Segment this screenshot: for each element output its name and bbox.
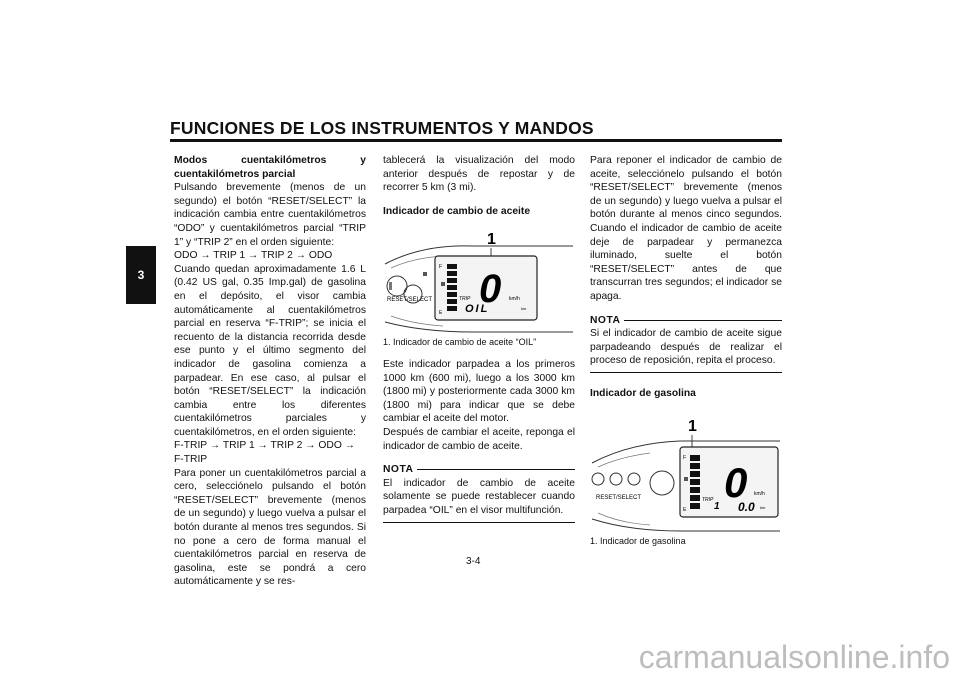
fuel-gauge-bars — [447, 264, 457, 311]
section-heading-fuel: Indicador de gasolina — [590, 387, 696, 399]
button-label: RESET/SELECT — [596, 494, 642, 501]
paragraph: Después de cambiar el aceite, reponga el indicador de cambio de aceite. — [383, 426, 575, 452]
note-divider — [383, 522, 575, 523]
paragraph: tablecerá la visualización del modo anterior después de repostar y de recorrer 5 km (3 mi). — [383, 155, 575, 194]
svg-text:km: km — [521, 306, 527, 312]
paragraph: Este indicador parpadea a los primeros 1000 km (600 mi), luego a los 3000 km (1800 mi) y posteriormente cada 3000 km (1800 mi) para indicar que se debe cambiar el aceite del motor. — [383, 358, 575, 425]
figure-oil-indicator — [383, 224, 575, 336]
section-heading-odometer: Modos cuentakilómetros y cuentakilómetros parcial — [174, 155, 366, 180]
sequence-text: F-TRIP → TRIP 1 → TRIP 2 → ODO → F-TRIP — [174, 440, 355, 466]
paragraph: Para reponer el indicador de cambio de aceite, selecciónelo pulsando el botón “RESET/SELECT” brevemente (menos de un segundo) y luego vuelva a pulsar el botón durante al menos cinco segundos. Cuando el indicador de cambio de aceite deje de parpadear y permanezca iluminado, suelte el botón “RESET/SELECT” antes de que transcurran tres segundos; el indicador se apaga. — [590, 155, 782, 302]
speed-digit: 0 — [479, 267, 502, 312]
callout-number: 1 — [487, 231, 496, 249]
button-label: RESET/SELECT — [387, 297, 433, 304]
svg-text:TRIP: TRIP — [459, 296, 471, 303]
column-3 — [590, 154, 782, 548]
speed-digit: 0 — [724, 458, 748, 506]
svg-text:km/h: km/h — [509, 296, 520, 303]
column-2 — [383, 154, 575, 523]
figure-caption: 1. Indicador de gasolina — [590, 535, 686, 546]
page-title: FUNCIONES DE LOS INSTRUMENTOS Y MANDOS — [170, 118, 594, 138]
odometer-value: 0.0 — [738, 499, 755, 514]
svg-text:TRIP: TRIP — [702, 496, 714, 503]
svg-text:1: 1 — [714, 500, 720, 512]
page-number: 3-4 — [466, 556, 481, 567]
fuel-pump-icon — [441, 282, 445, 286]
fuel-gauge-bars — [690, 455, 700, 509]
paragraph: Cuando quedan aproximadamente 1.6 L (0.42 US gal, 0.35 Imp.gal) de gasolina en el depósito, el visor cambia automáticamente al cuentakilómetros parcial en reserva “F-TRIP”; se inicia el recuento de la distancia recorrida desde ese punto y el último segmento del indicador de gasolina comienza a parpadear. En ese caso, al pulsar el botón “RESET/SELECT” la indicación cambia entre los diferentes cuentakilómetros parciales y cuentakilómetros, en el orden siguiente: — [174, 263, 366, 438]
chapter-tab: 3 — [126, 246, 156, 304]
figure-fuel-indicator — [590, 407, 782, 535]
note-text: El indicador de cambio de aceite solamente se puede restablecer cuando parpadea “OIL” en el visor multifunción. — [383, 477, 575, 516]
note-header: NOTA — [590, 314, 782, 328]
oil-indicator: OIL — [465, 303, 490, 316]
fuel-pump-icon — [684, 477, 688, 481]
svg-text:E: E — [439, 310, 443, 317]
column-1 — [174, 154, 366, 589]
svg-text:E: E — [683, 506, 687, 513]
watermark: carmanualsonline.info — [638, 639, 950, 675]
instrument-illustration-oil — [383, 224, 575, 336]
svg-text:km: km — [760, 504, 766, 510]
note-header: NOTA — [383, 463, 575, 477]
svg-text:km/h: km/h — [754, 490, 765, 497]
instrument-illustration-fuel — [590, 407, 782, 535]
figure-caption: 1. Indicador de cambio de aceite “OIL” — [383, 337, 537, 348]
paragraph: Para poner un cuentakilómetros parcial a cero, selecciónelo pulsando el botón “RESET/SELECT” brevemente (menos de un segundo) y luego vuelva a pulsar el botón durante al menos tres segundos. Si no pone a cero de forma manual el cuentakilómetros parcial en reserva de gasolina, este se pondrá a cero automáticamente y se res- — [174, 467, 366, 588]
svg-text:F: F — [683, 454, 687, 461]
paragraph: Pulsando brevemente (menos de un segundo) el botón “RESET/SELECT” la indicación cambia entre cuentakilómetros “ODO” y cuentakilómetros parcial “TRIP 1” y “TRIP 2” en el orden siguiente: — [174, 182, 366, 248]
svg-text:F: F — [439, 264, 443, 271]
oil-can-icon — [610, 473, 622, 485]
sequence-text: ODO → TRIP 1 → TRIP 2 → ODO — [174, 250, 333, 262]
callout-number: 1 — [688, 417, 697, 435]
title-rule — [170, 139, 782, 142]
note-text: Si el indicador de cambio de aceite sigue parpadeando después de realizar el proceso de reposición, repita el proceso. — [590, 328, 782, 367]
section-heading-oil: Indicador de cambio de aceite — [383, 205, 531, 217]
